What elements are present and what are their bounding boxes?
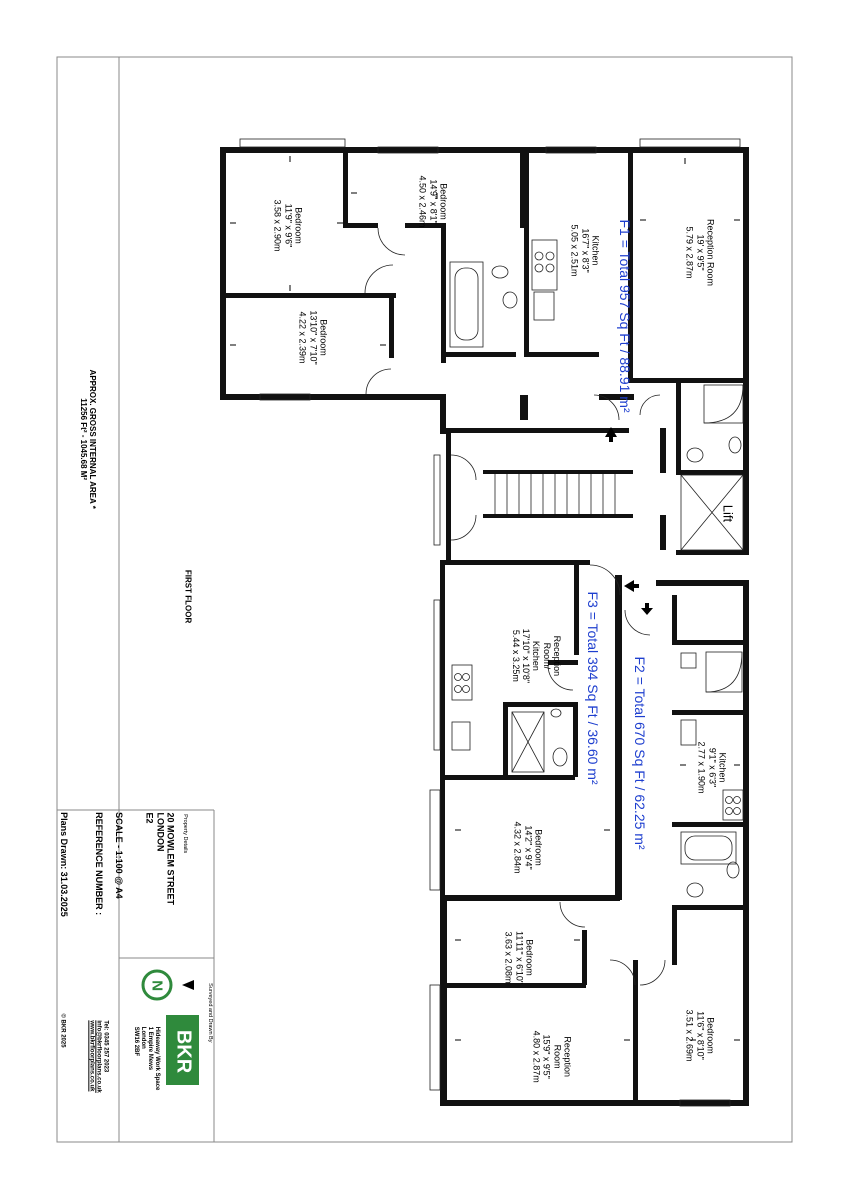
total-f1-label: F1 = Total 957 Sq Ft / 88.91 m² [617,219,634,413]
surveyor-heading: Surveyed and Drawn By [207,983,214,1043]
room-label-bedroom-2: Bedroom 14'9" x 8'1" 4.50 x 2.46m [417,175,449,228]
plans-drawn-label: Plans Drawn: 31.03.2025 [59,812,70,917]
walls [220,147,749,1106]
room-label-bedroom-3: Bedroom 13'10" x 7'10" 4.22 x 2.39m [297,310,329,365]
surveyor-contact: Tel: 0345 257 2023 info@bkrfloorplans.co.uk www.bkrfloorplans.co.uk [88,1020,109,1093]
compass-letter: N [148,980,166,992]
entrance-arrows [605,427,653,615]
room-label-kitchen-f2: Kitchen 9'1" x 6'3" 2.77 x 1.90m [696,741,728,794]
room-label-bedroom-5: Bedroom 11'11" x 6'10" 3.63 x 2.08m [503,931,535,985]
room-label-reception-kitchen-f3: Reception Room/ Kitchen 17'10" x 10'8" 5.44 x 3.25m [510,628,562,684]
property-heading: Property Details [182,814,189,854]
total-f3-label: F3 = Total 394 Sq Ft / 36.60 m² [585,591,602,785]
dimension-ticks [230,156,740,1040]
room-label-bedroom-1: Bedroom 11'9" x 9'6" 3.58 x 2.90m [272,199,304,252]
gross-area-label: APPROX. GROSS INTERNAL AREA * 11256 Ft² - 1045.68 M² [79,369,98,509]
room-label-bedroom-f2: Bedroom 11'6" x 8'10" 3.51 x 2.69m [684,1009,716,1062]
reference-label: REFERENCE NUMBER : [94,812,105,916]
room-label-bedroom-f3: Bedroom 14'2" x 9'4" 4.32 x 2.84m [512,821,544,874]
surveyor-address: Hideaway Work Space 1 Empire Mews London SW16 2BF [133,1026,160,1091]
room-label-reception-f1: Reception Room 19' x 9'5" 5.79 x 2.87m [684,218,716,287]
room-label-lift: Lift [720,504,736,523]
property-address: 20 MOWLEM STREET LONDON E2 [144,812,176,906]
scale-label: SCALE - 1:100 @ A4 [114,812,125,899]
fixtures [240,139,743,1106]
floor-label: FIRST FLOOR [183,569,193,624]
room-label-reception-f2: Reception Room 15'9" x 9'5" 4.80 x 2.87m [531,1030,573,1083]
bkr-logo-text: BKR [172,1029,195,1074]
total-f2-label: F2 = Total 670 Sq Ft / 62.25 m² [632,656,649,850]
copyright-label: © BKR 2025 [59,1013,66,1048]
room-label-kitchen-f1: Kitchen 16'7" x 8'3" 5.05 x 2.51m [569,224,601,277]
